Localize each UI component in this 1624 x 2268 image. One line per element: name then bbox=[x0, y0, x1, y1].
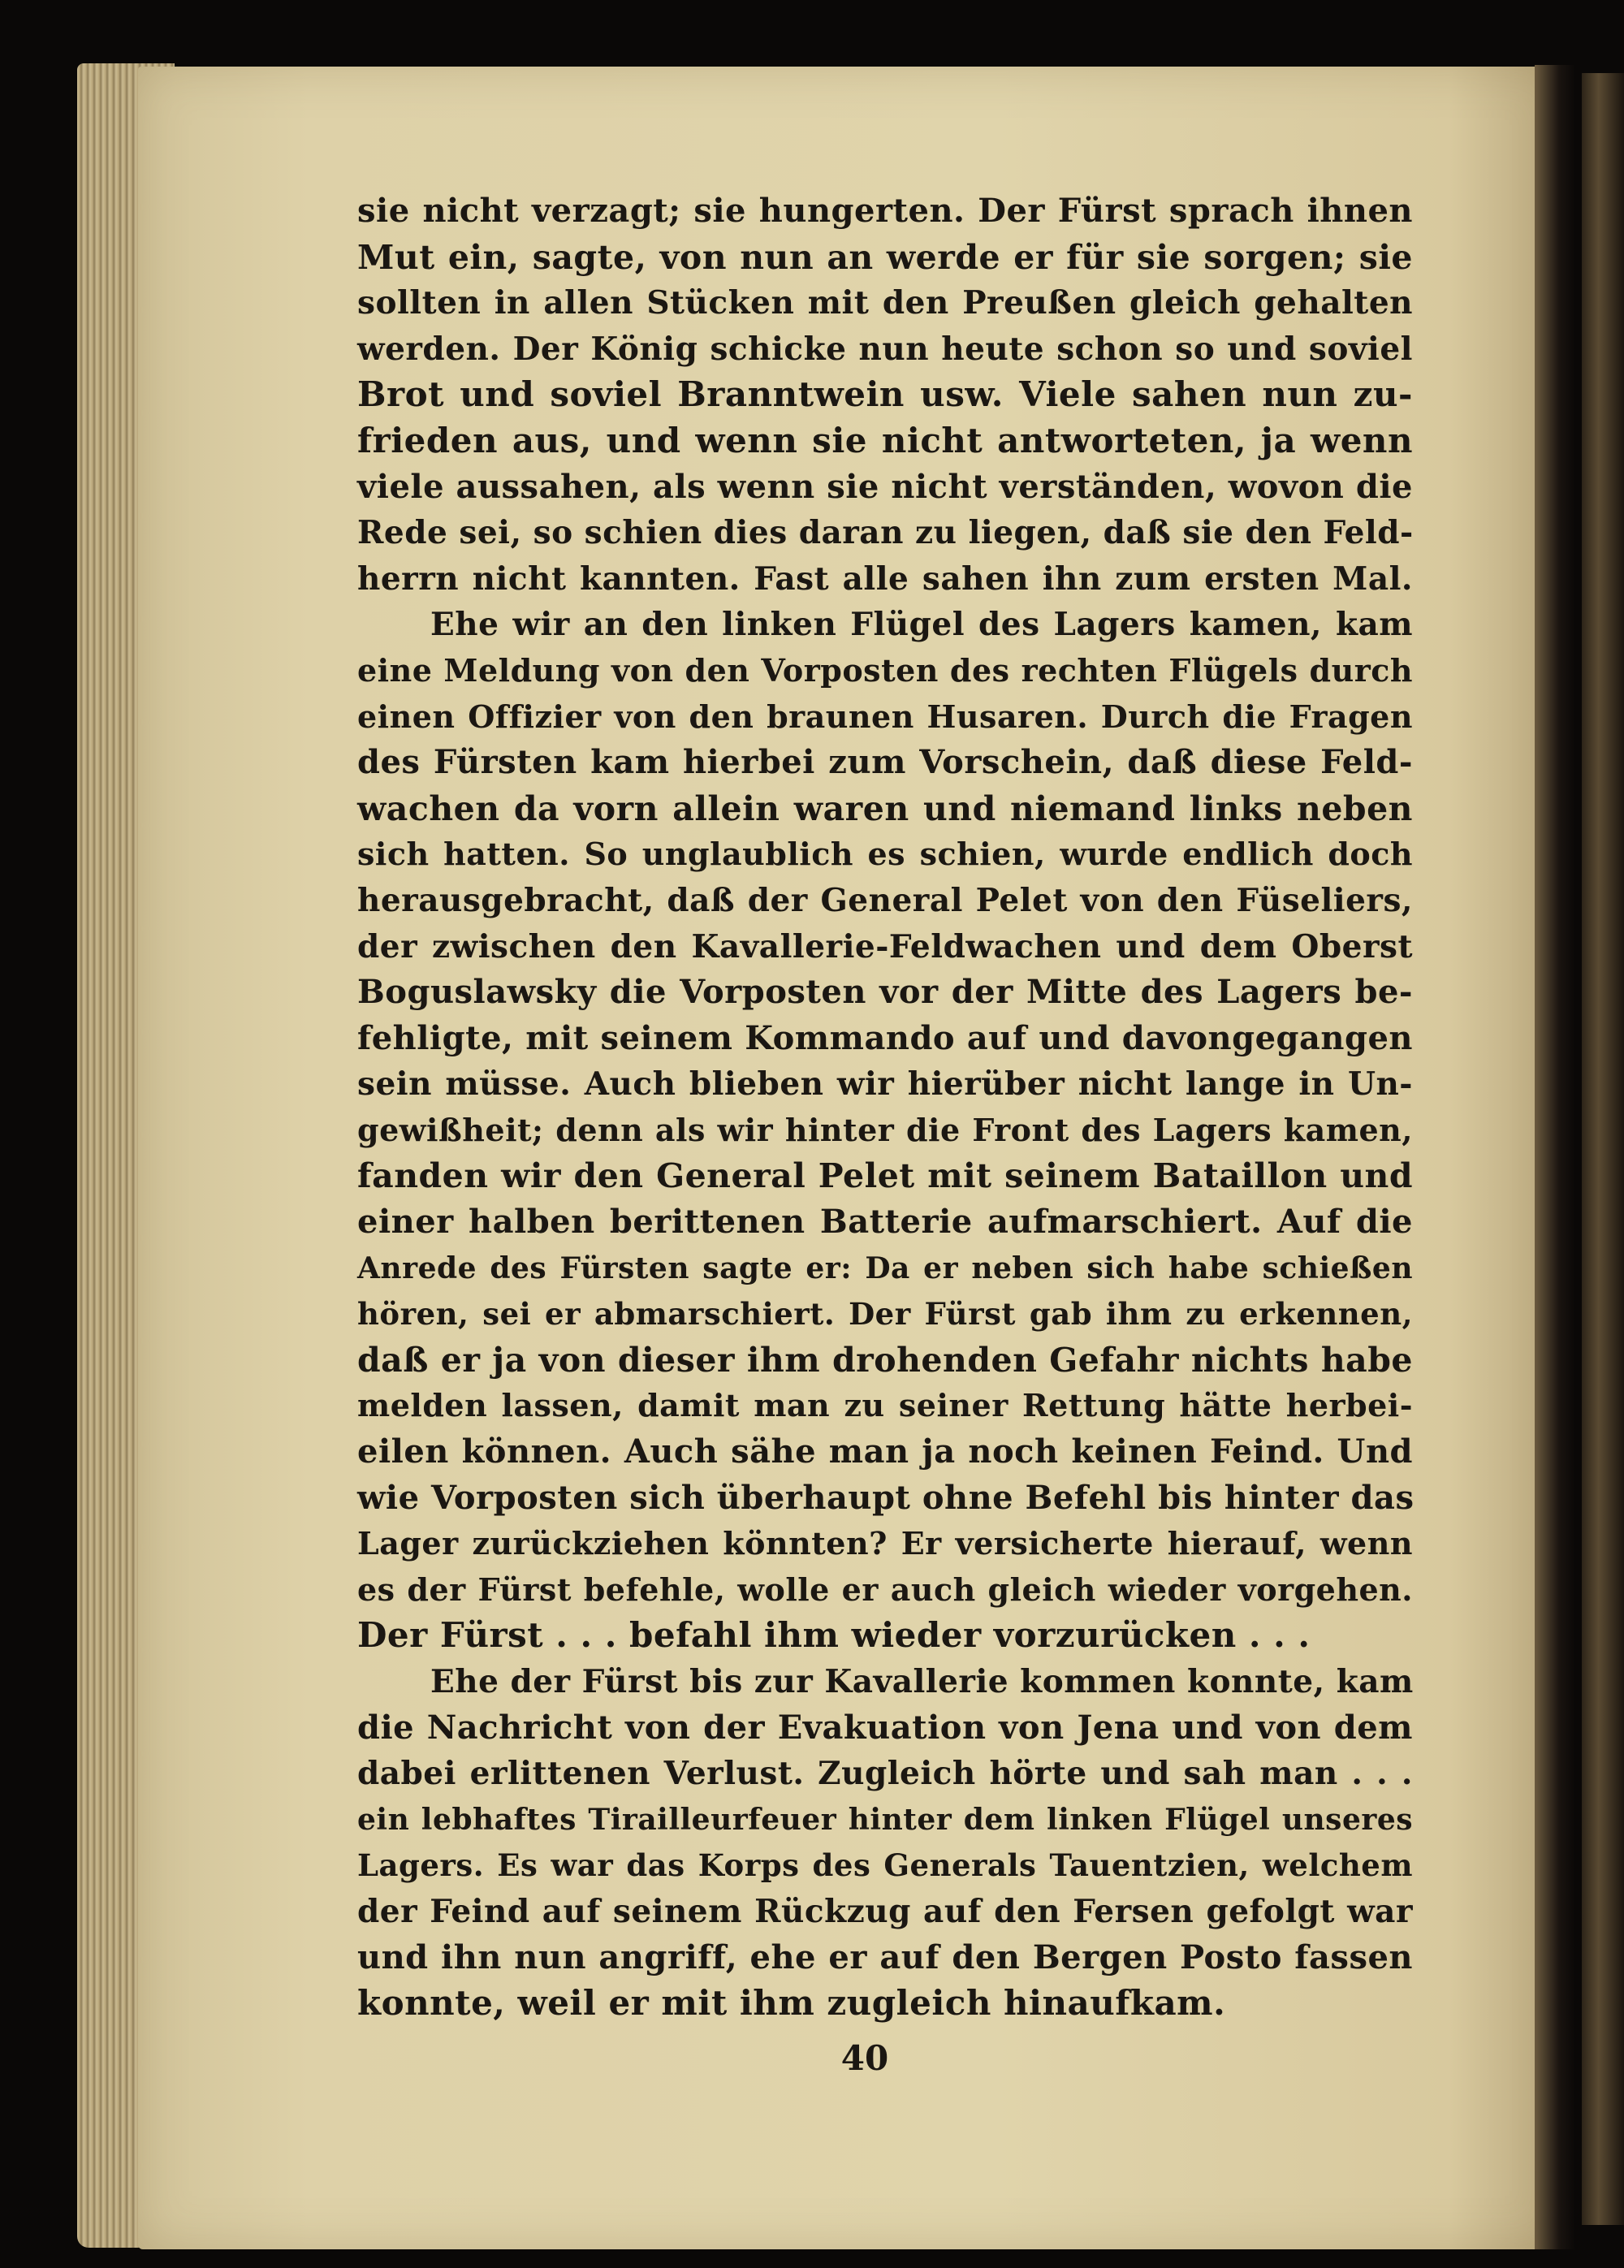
text-line: herrn nicht kannten. Fast alle sahen ihn zum ersten Mal. bbox=[357, 559, 1413, 598]
text-line: der zwischen den Kavallerie-Feldwachen und dem Oberst bbox=[357, 927, 1413, 966]
text-line: Anrede des Fürsten sagte er: Da er neben sich habe schießen bbox=[357, 1251, 1413, 1285]
text-line: es der Fürst befehle, wolle er auch gleich wieder vorgehen. bbox=[357, 1570, 1413, 1608]
text-line: der Feind auf seinem Rückzug auf den Fersen gefolgt war bbox=[357, 1892, 1413, 1930]
text-line: sich hatten. So unglaublich es schien, wurde endlich doch bbox=[357, 836, 1413, 873]
text-line: viele aussahen, als wenn sie nicht verständen, wovon die bbox=[357, 467, 1413, 506]
text-line: Lagers. Es war das Korps des Generals Tauentzien, welchem bbox=[357, 1847, 1413, 1884]
text-line: eilen können. Auch sähe man ja noch keinen Feind. Und bbox=[357, 1432, 1413, 1471]
text-line: ein lebhaftes Tirailleurfeuer hinter dem linken Flügel unseres bbox=[357, 1802, 1413, 1837]
text-line: wachen da vorn allein waren und niemand links neben bbox=[357, 788, 1413, 828]
text-line: Boguslawsky die Vorposten vor der Mitte des Lagers be- bbox=[357, 973, 1413, 1012]
text-line: und ihn nun angriff, ehe er auf den Bergen Posto fassen bbox=[357, 1938, 1413, 1976]
text-line: Brot und soviel Branntwein usw. Viele sahen nun zu- bbox=[357, 374, 1413, 415]
page-number: 40 bbox=[840, 2038, 889, 2078]
text-line: werden. Der König schicke nun heute schon so und soviel bbox=[357, 330, 1413, 368]
text-line: einen Offizier von den braunen Husaren. Durch die Fragen bbox=[357, 698, 1413, 735]
text-line: herausgebracht, daß der General Pelet von den Füseliers, bbox=[357, 881, 1413, 919]
text-line: sollten in allen Stücken mit den Preußen gleich gehalten bbox=[357, 284, 1413, 322]
text-line: die Nachricht von der Evakuation von Jena und von dem bbox=[357, 1708, 1413, 1747]
text-line: Der Fürst . . . befahl ihm wieder vorzurücken . . . bbox=[357, 1615, 1311, 1656]
text-line: Mut ein, sagte, von nun an werde er für sie sorgen; sie bbox=[357, 237, 1413, 277]
text-line: fanden wir den General Pelet mit seinem Bataillon und bbox=[357, 1156, 1413, 1196]
text-line: dabei erlittenen Verlust. Zugleich hörte und sah man . . . bbox=[357, 1755, 1413, 1793]
text-line: Rede sei, so schien dies daran zu liegen, daß sie den Feld- bbox=[357, 514, 1414, 552]
text-line: des Fürsten kam hierbei zum Vorschein, daß diese Feld- bbox=[357, 743, 1413, 782]
text-line: Ehe der Fürst bis zur Kavallerie kommen konnte, kam bbox=[430, 1663, 1414, 1700]
text-line: sein müsse. Auch blieben wir hierüber nicht lange in Un- bbox=[357, 1065, 1413, 1104]
text-line: sie nicht verzagt; sie hungerten. Der Fürst sprach ihnen bbox=[357, 192, 1413, 230]
body-text bbox=[357, 188, 1413, 2027]
text-line: frieden aus, und wenn sie nicht antworteten, ja wenn bbox=[357, 420, 1413, 460]
text-line: einer halben berittenen Batterie aufmarschiert. Auf die bbox=[357, 1203, 1413, 1242]
text-line: daß er ja von dieser ihm drohenden Gefahr nichts habe bbox=[357, 1340, 1413, 1380]
text-line: wie Vorposten sich überhaupt ohne Befehl bis hinter das bbox=[357, 1478, 1415, 1517]
text-line: konnte, weil er mit ihm zugleich hinaufkam. bbox=[357, 1983, 1226, 2024]
text-line: eine Meldung von den Vorposten des rechten Flügels durch bbox=[357, 651, 1413, 689]
text-line: Ehe wir an den linken Flügel des Lagers kamen, kam bbox=[430, 606, 1413, 644]
book-gutter bbox=[1535, 65, 1575, 2249]
text-line: hören, sei er abmarschiert. Der Fürst gab ihm zu erkennen, bbox=[357, 1296, 1413, 1333]
text-line: gewißheit; denn als wir hinter die Front des Lagers kamen, bbox=[357, 1111, 1413, 1148]
text-line: Lager zurückziehen könnten? Er versicherte hierauf, wenn bbox=[357, 1525, 1413, 1562]
text-line: melden lassen, damit man zu seiner Rettung hätte herbei- bbox=[357, 1387, 1413, 1424]
text-line: fehligte, mit seinem Kommando auf und davongegangen bbox=[357, 1018, 1413, 1057]
next-page-edge bbox=[1582, 73, 1624, 2225]
